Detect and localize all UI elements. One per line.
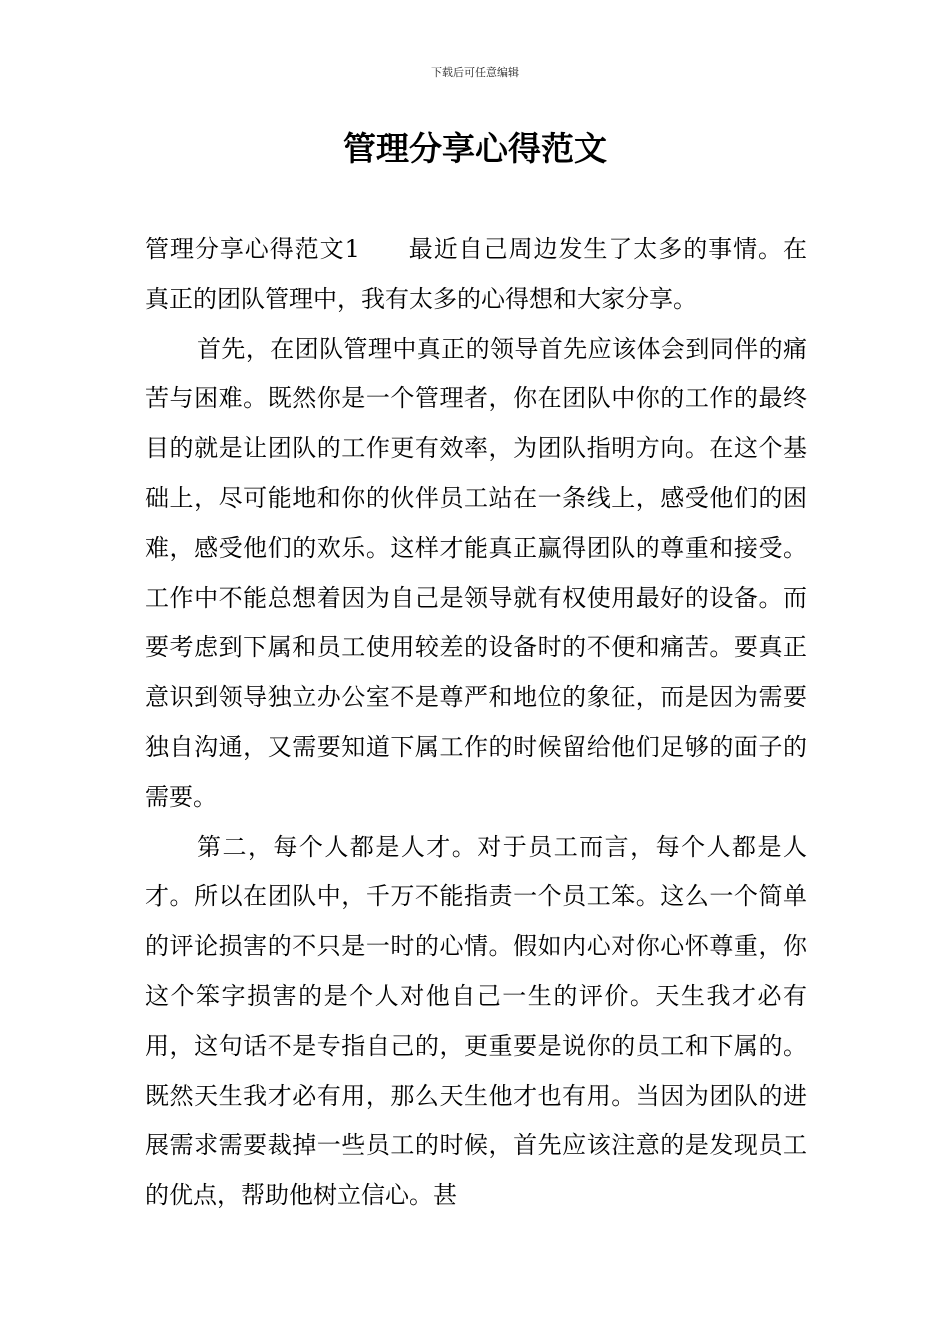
paragraph-first: 首先，在团队管理中真正的领导首先应该体会到同伴的痛苦与困难。既然你是一个管理者，你在团队中你的工作的最终目的就是让团队的工作更有效率，为团队指明方向。在这个基础上，尽可能地和你的伙伴员工站在一条线上，感受他们的困难，感受他们的欢乐。这样才能真正赢得团队的尊重和接受。工作中不能总想着因为自己是领导就有权使用最好的设备。而要考虑到下属和员工使用较差的设备时的不便和痛苦。要真正意识到领导独立办公室不是尊严和地位的象征，而是因为需要独自沟通，又需要知道下属工作的时候留给他们足够的面子的需要。 xyxy=(145,334,807,811)
section-label: 管理分享心得范文1 xyxy=(145,235,360,263)
paragraph-text: 最近自己周边发生了太多的事情。在真正的团队管理中，我有太多的心得想和大家分享。 xyxy=(145,235,807,313)
header-note: 下载后可任意编辑 xyxy=(431,66,519,79)
paragraph-second: 第二，每个人都是人才。对于员工而言，每个人都是人才。所以在团队中，千万不能指责一个员工笨。这么一个简单的评论损害的不只是一时的心情。假如内心对你心怀尊重，你这个笨字损害的是个人对他自己一生的评价。天生我才必有用，这句话不是专指自己的，更重要是说你的员工和下属的。既然天生我才必有用，那么天生他才也有用。当因为团队的进展需求需要裁掉一些员工的时候，首先应该注意的是发现员工的优点，帮助他树立信心。甚 xyxy=(145,832,807,1210)
document-body xyxy=(145,225,807,1221)
paragraph-intro xyxy=(145,225,807,325)
document-title: 管理分享心得范文 xyxy=(343,129,607,168)
